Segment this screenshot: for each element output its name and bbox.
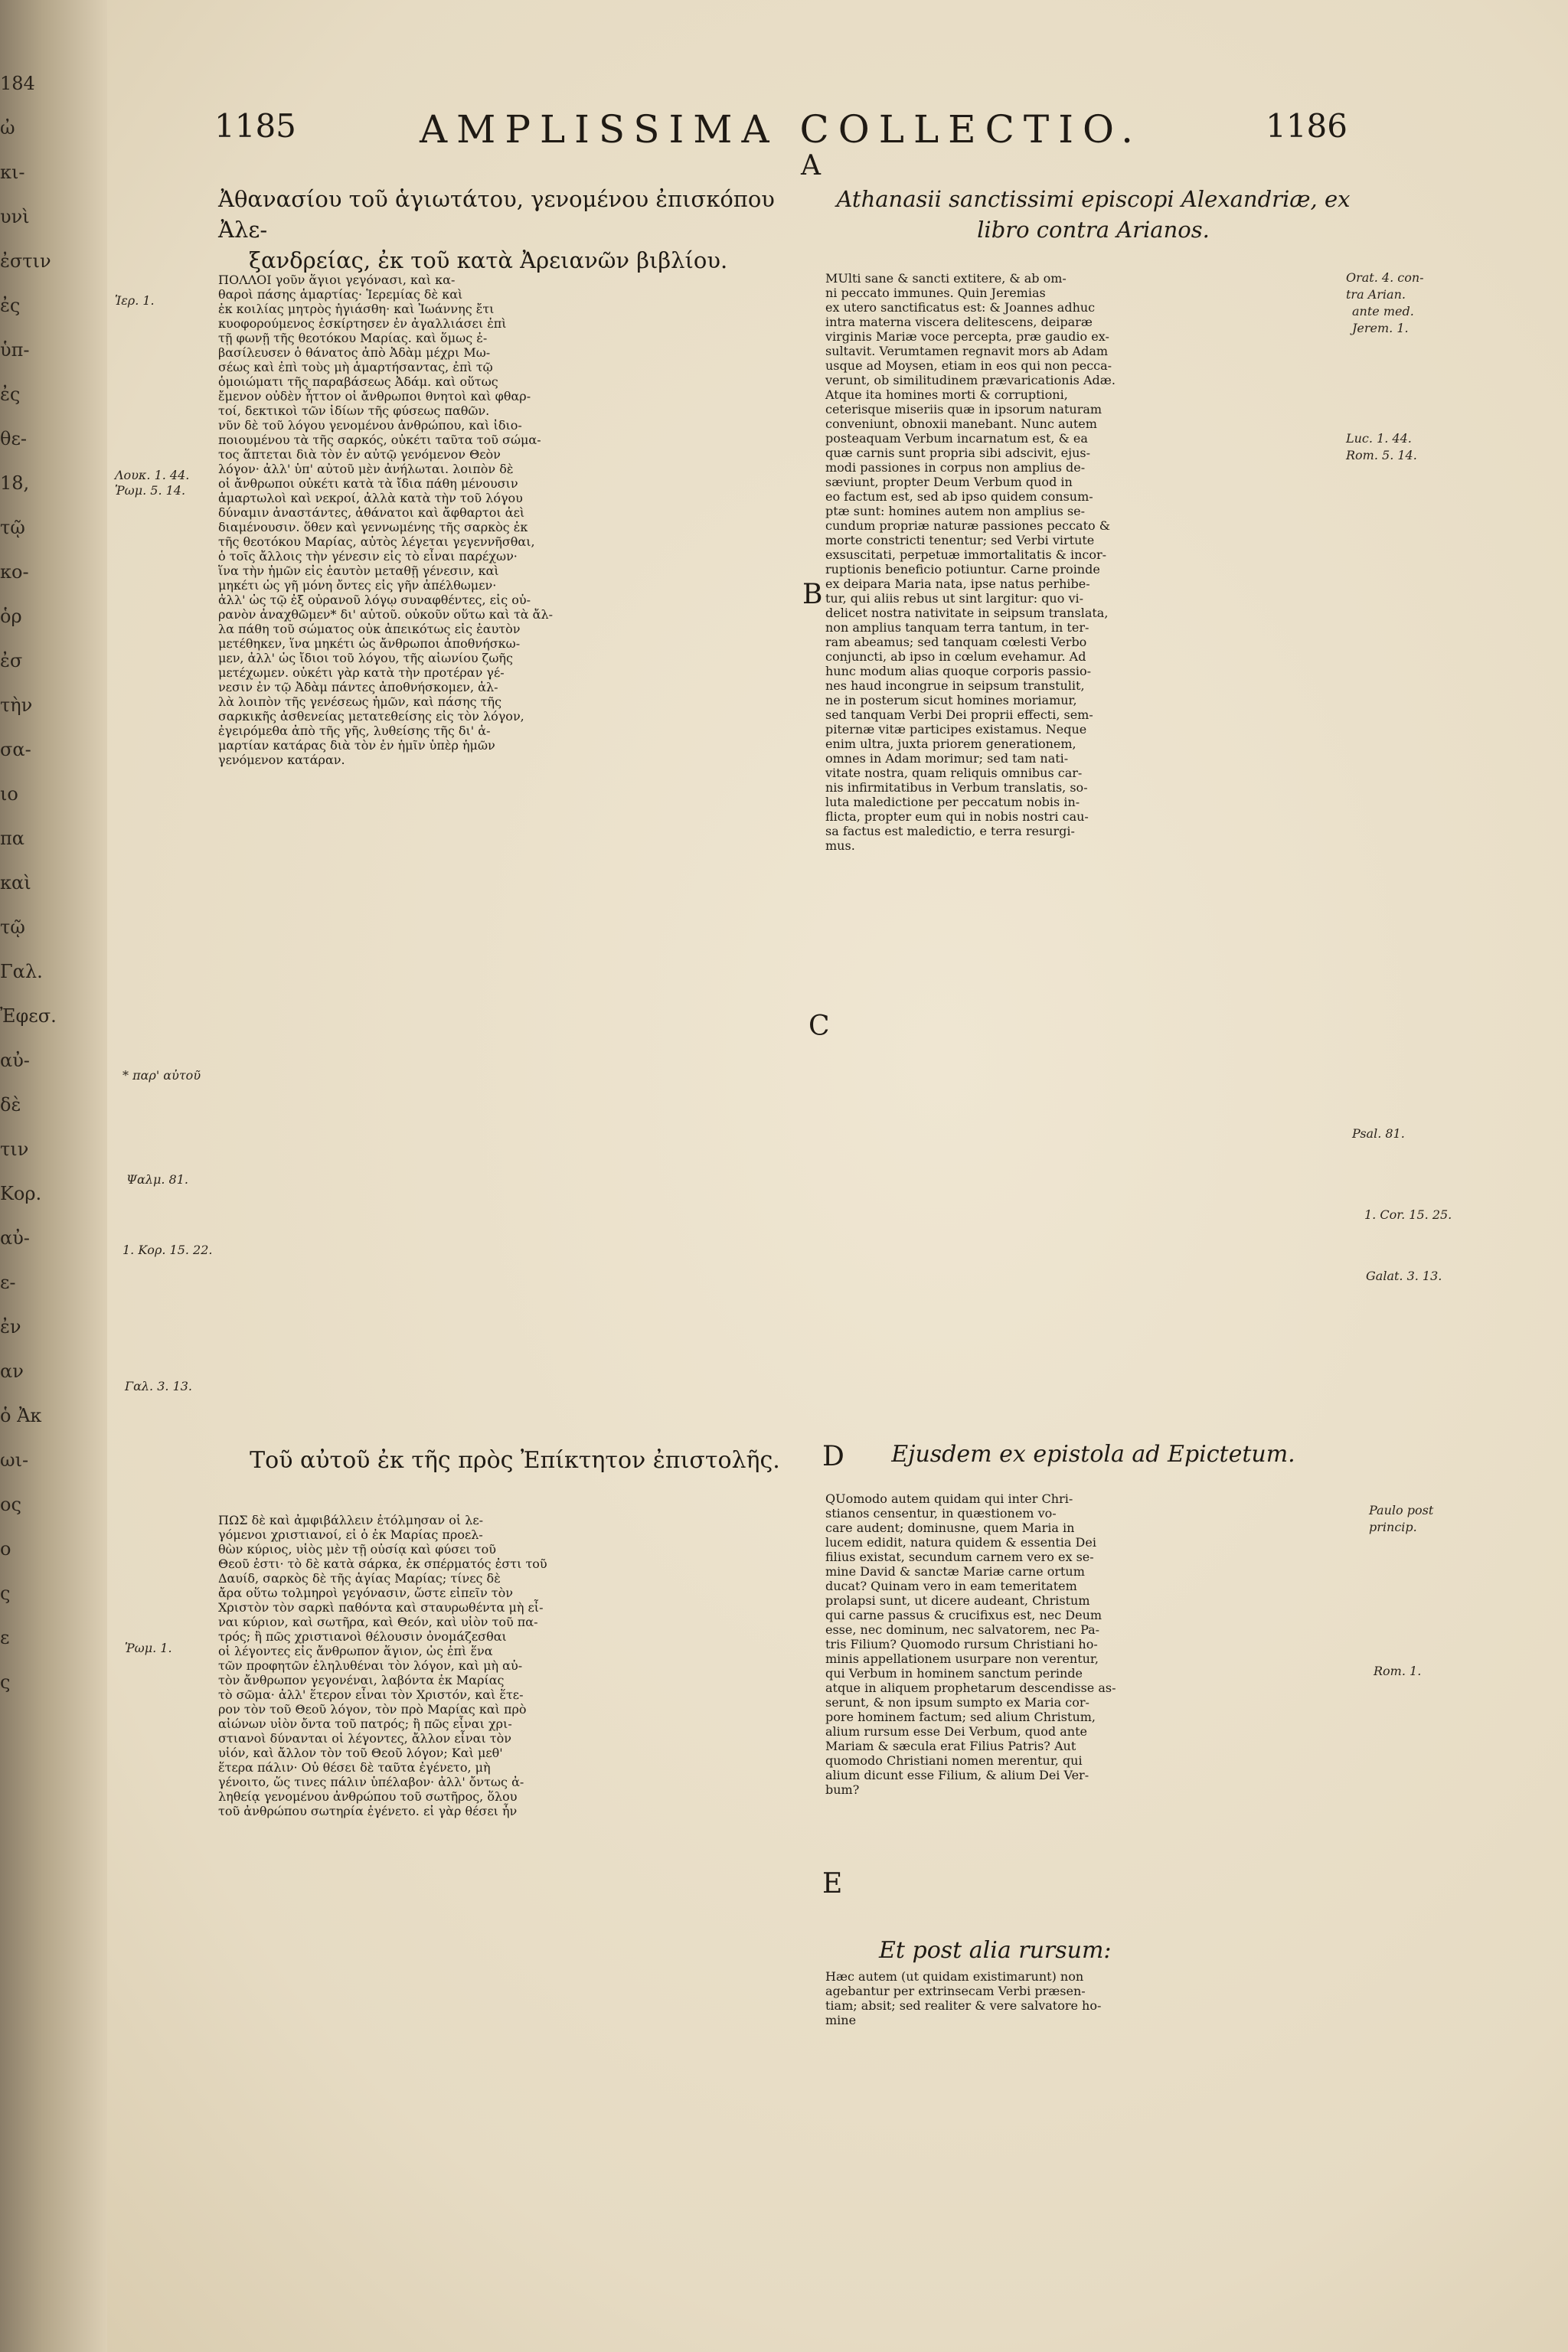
previous-page-fragment: πα (0, 828, 24, 849)
text-line: eo factum est, sed ab ipso quidem consum- (825, 489, 1093, 504)
text-line: lucem edidit, natura quidem & essentia Dei (825, 1535, 1096, 1550)
text-line: ἄρα οὕτω τολμηροὶ γεγόνασιν, ὥστε εἰπεῖν τὸν (218, 1586, 513, 1600)
text-line: tris Filium? Quomodo rursum Christiani ho- (825, 1637, 1098, 1651)
text-line: μηκέτι ὡς γῆ μόνη ὄντες εἰς γῆν ἀπέλθωμεν· (218, 578, 497, 593)
text-line: quæ carnis sunt propria sibi adscivit, ejus- (825, 446, 1090, 460)
text-line: cundum propriæ naturæ passiones peccato & (825, 518, 1110, 533)
section-marker-b: B (802, 579, 823, 610)
text-line: ἁμαρτωλοὶ καὶ νεκροί, ἀλλὰ κατὰ τὴν τοῦ λόγου (218, 491, 523, 505)
previous-page-fragment: ἐν (0, 1316, 21, 1338)
text-line: μαρτίαν κατάρας διὰ τὸν ἐν ἡμῖν ὑπὲρ ἡμῶν (218, 738, 495, 753)
previous-page-fragment: Γαλ. (0, 961, 43, 982)
text-line: ceterisque miseriis quæ in ipsorum naturam (825, 402, 1102, 416)
text-line: conveniunt, obnoxii manebant. Nunc autem (825, 416, 1097, 431)
text-line: piternæ vitæ participes existamus. Neque (825, 722, 1087, 737)
previous-page-fragment: ο (0, 1538, 11, 1560)
text-line: ἐκ κοιλίας μητρὸς ἡγιάσθη· καὶ Ἰωάννης ἔτι (218, 302, 495, 316)
latin-paragraph-1 (825, 271, 1361, 853)
text-line: QUomodo autem quidam qui inter Chri- (825, 1491, 1073, 1506)
previous-page-fragment: ὁ Ἀκ (0, 1405, 42, 1426)
text-line: τῶν προφητῶν ἐληλυθέναι τὸν λόγον, καὶ μὴ αὐ- (218, 1658, 523, 1673)
text-line: tur, qui aliis rebus ut sint largitur: quo vi- (825, 591, 1084, 606)
text-line: conjuncti, ab ipso in cœlum evehamur. Ad (825, 649, 1086, 664)
text-line: αἰώνων υἱὸν ὄντα τοῦ πατρός; ἢ πῶς εἶναι χρι- (218, 1717, 512, 1731)
margin-note-right: Galat. 3. 13. (1366, 1269, 1442, 1283)
latin-column (825, 184, 1361, 245)
previous-page-fragment: ς (0, 1671, 11, 1693)
greek-paragraph-2 (218, 1513, 812, 1818)
text-line: mus. (825, 838, 855, 853)
text-line: ρον τὸν τοῦ Θεοῦ λόγον, τὸν πρὸ Μαρίας καὶ πρὸ (218, 1702, 527, 1717)
text-line: δύναμιν ἀναστάντες, ἀθάνατοι καὶ ἄφθαρτοι ἀεὶ (218, 505, 525, 520)
text-line: minis appellationem usurpare non verentur, (825, 1651, 1099, 1666)
text-line: modi passiones in corpus non amplius de- (825, 460, 1086, 475)
text-line: morte constricti tenentur; sed Verbi virtute (825, 533, 1095, 547)
greek-paragraph-1 (218, 273, 812, 767)
text-line: γόμενοι χριστιανοί, εἰ ὁ ἐκ Μαρίας προελ- (218, 1527, 483, 1542)
text-line: bum? (825, 1782, 860, 1797)
margin-note-right: Paulo post (1369, 1503, 1434, 1517)
previous-page-fragment: Ἐφεσ. (0, 1005, 57, 1027)
text-line: Θεοῦ ἐστι· τὸ δὲ κατὰ σάρκα, ἐκ σπέρματός ἐστι τοῦ (218, 1557, 547, 1571)
margin-note-right: princip. (1369, 1520, 1417, 1534)
greek-heading-line: Ἀθανασίου τοῦ ἁγιωτάτου, γενομένου ἐπισκόπου Ἀλε- (218, 186, 775, 243)
margin-note-left: Ῥωμ. 1. (125, 1641, 172, 1655)
margin-note-left: Ψαλμ. 81. (126, 1172, 188, 1187)
latin-paragraph-3 (825, 1969, 1361, 2027)
running-title: AMPLISSIMA COLLECTIO. (420, 107, 1142, 152)
text-line: στιανοὶ δύνανται οἱ λέγοντες, ἄλλον εἶναι τὸν (218, 1731, 512, 1746)
margin-note-right: ante med. (1352, 304, 1414, 318)
text-line: virginis Mariæ voce percepta, præ gaudio ex- (825, 329, 1109, 344)
text-line: μετέχωμεν. οὐκέτι γὰρ κατὰ τὴν προτέραν γέ- (218, 665, 505, 680)
text-line: prolapsi sunt, ut dicere audeant, Christum (825, 1593, 1090, 1608)
text-line: atque in aliquem prophetarum descendisse as- (825, 1681, 1116, 1695)
margin-note-right: Rom. 5. 14. (1346, 448, 1417, 462)
previous-page-fragment: κο- (0, 561, 29, 583)
previous-page-fragment: ἐστιν (0, 250, 51, 272)
text-line: τῇ φωνῇ τῆς θεοτόκου Μαρίας. καὶ ὅμως ἐ- (218, 331, 488, 345)
section-marker-a: A (801, 150, 821, 181)
text-line: λα πάθη τοῦ σώματος οὐκ ἀπεικότως εἰς ἑαυτὸν (218, 622, 521, 636)
text-line: ὁ τοῖς ἄλλοις τὴν γένεσιν εἰς τὸ εἶναι παρέχων· (218, 549, 518, 564)
page-header (214, 107, 1348, 153)
latin-paragraph-2 (825, 1491, 1361, 1797)
right-page-number: 1186 (1266, 107, 1348, 145)
text-line: enim ultra, juxta priorem generationem, (825, 737, 1076, 751)
section-marker-e: E (822, 1868, 843, 1900)
text-line: flicta, propter eum qui in nobis nostri cau- (825, 809, 1089, 824)
previous-page-fragment: ε (0, 1627, 10, 1648)
text-line: alium dicunt esse Filium, & alium Dei Ver- (825, 1768, 1089, 1782)
margin-note-left: Ἱερ. 1. (115, 293, 155, 308)
text-line: σέως καὶ ἐπὶ τοὺς μὴ ἁμαρτήσαντας, ἐπὶ τῷ (218, 360, 493, 374)
text-line: Χριστὸν τὸν σαρκὶ παθόντα καὶ σταυρωθέντα μὴ εἶ- (218, 1600, 544, 1615)
text-line: μεν, ἀλλ' ὡς ἴδιοι τοῦ λόγου, τῆς αἰωνίου ζωῆς (218, 651, 513, 665)
margin-note-right: Rom. 1. (1374, 1664, 1422, 1678)
text-line: exsuscitati, perpetuæ immortalitatis & incor- (825, 547, 1107, 562)
text-line: filius existat, secundum carnem vero ex se- (825, 1550, 1094, 1564)
latin-section-2-heading: Ejusdem ex epistola ad Epictetum. (891, 1441, 1295, 1468)
text-line: qui carne passus & crucifixus est, nec Deum (825, 1608, 1102, 1622)
margin-note-right: Jerem. 1. (1352, 321, 1409, 335)
text-line: ἔμενον οὐδὲν ἧττον οἱ ἄνθρωποι θνητοὶ καὶ φθαρ- (218, 389, 531, 403)
text-line: vitate nostra, quam reliquis omnibus car- (825, 766, 1083, 780)
previous-page-fragment: αὐ- (0, 1050, 30, 1071)
left-page-number: 1185 (214, 107, 296, 145)
text-line: intra materna viscera delitescens, deiparæ (825, 315, 1093, 329)
text-line: sæviunt, propter Deum Verbum quod in (825, 475, 1073, 489)
margin-note-left: Ῥωμ. 5. 14. (115, 483, 186, 498)
previous-page-fragment: ς (0, 1583, 11, 1604)
text-line: μετέθηκεν, ἵνα μηκέτι ὡς ἄνθρωποι ἀποθνήσκω- (218, 636, 521, 651)
text-line: ληθείᾳ γενομένου ἀνθρώπου τοῦ σωτῆρος, ὅλου (218, 1789, 518, 1804)
text-line: Δαυίδ, σαρκὸς δὲ τῆς ἁγίας Μαρίας; τίνες δὲ (218, 1571, 501, 1586)
greek-section-2-heading-wrap (218, 1447, 812, 1474)
text-line: usque ad Moysen, etiam in eos qui non pecca- (825, 358, 1112, 373)
text-line: pore hominem factum; sed alium Christum, (825, 1710, 1096, 1724)
margin-note-right: 1. Cor. 15. 25. (1364, 1207, 1452, 1222)
text-line: ΠΟΛΛΟΙ γοῦν ἅγιοι γεγόνασι, καὶ κα- (218, 273, 456, 287)
previous-page-fragment: ἐς (0, 295, 21, 316)
text-line: omnes in Adam morimur; sed tam nati- (825, 751, 1069, 766)
text-line: νῦν δὲ τοῦ λόγου γενομένου ἀνθρώπου, καὶ ἰδιο- (218, 418, 522, 433)
previous-page-fragment: 184 (0, 73, 35, 94)
text-line: τρός; ἢ πῶς χριστιανοὶ θέλουσιν ὀνομάζεσθαι (218, 1629, 507, 1644)
text-line: ni peccato immunes. Quin Jeremias (825, 286, 1046, 300)
latin-post-alia: Et post alia rursum: (879, 1937, 1112, 1964)
text-line: λόγον· ἀλλ' ὑπ' αὐτοῦ μὲν ἀνήλωται. λοιπὸν δὲ (218, 462, 514, 476)
text-line: tiam; absit; sed realiter & vere salvatore ho- (825, 1998, 1102, 2013)
previous-page-fragment: ὁρ (0, 606, 22, 627)
greek-column (218, 184, 812, 276)
previous-page-fragment: ὑπ- (0, 339, 30, 361)
text-line: ptæ sunt: homines autem non amplius se- (825, 504, 1086, 518)
previous-page-fragment: ε- (0, 1272, 16, 1293)
text-line: τὸν ἄνθρωπον γεγονέναι, λαβόντα ἐκ Μαρίας (218, 1673, 505, 1687)
greek-heading-line: ξανδρείας, ἐκ τοῦ κατὰ Ἀρειανῶν βιβλίου. (249, 247, 728, 273)
text-line: non amplius tanquam terra tantum, in ter- (825, 620, 1089, 635)
margin-note-right: Psal. 81. (1352, 1126, 1405, 1141)
text-line: ne in posterum sicut homines moriamur, (825, 693, 1077, 707)
previous-page-fragment: ὠ (0, 117, 15, 139)
previous-page-fragment: τιν (0, 1138, 29, 1160)
text-line: οἱ λέγοντες εἰς ἄνθρωπον ἅγιον, ὡς ἐπὶ ἕνα (218, 1644, 493, 1658)
text-line: mine David & sanctæ Mariæ carne ortum (825, 1564, 1085, 1579)
text-line: sa factus est maledictio, e terra resurgi- (825, 824, 1075, 838)
text-line: agebantur per extrinsecam Verbi præsen- (825, 1984, 1086, 1998)
margin-note-left: Λουκ. 1. 44. (115, 468, 190, 482)
text-line: MUlti sane & sancti extitere, & ab om- (825, 271, 1067, 286)
text-line: τὸ σῶμα· ἀλλ' ἕτερον εἶναι τὸν Χριστόν, καὶ ἕτε- (218, 1687, 524, 1702)
text-line: ruptionis beneficio potiuntur. Carne proinde (825, 562, 1100, 577)
margin-note-left: Γαλ. 3. 13. (125, 1379, 193, 1393)
text-line: ram abeamus; sed tanquam cœlesti Verbo (825, 635, 1087, 649)
previous-page-fragment: τὴν (0, 694, 33, 716)
latin-section-2-heading-wrap (825, 1441, 1361, 1468)
previous-page-fragment: ἐς (0, 384, 21, 405)
text-line: τοῦ ἀνθρώπου σωτηρία ἐγένετο. εἰ γὰρ θέσει ἦν (218, 1804, 518, 1818)
text-line: θαροὶ πάσης ἁμαρτίας· Ἱερεμίας δὲ καὶ (218, 287, 463, 302)
latin-heading-line: Athanasii sanctissimi episcopi Alexandriæ, ex (836, 186, 1351, 212)
text-line: ex utero sanctificatus est: & Joannes adhuc (825, 300, 1096, 315)
text-line: Hæc autem (ut quidam existimarunt) non (825, 1969, 1084, 1984)
text-line: ducat? Quinam vero in eam temeritatem (825, 1579, 1077, 1593)
latin-column-heading (825, 184, 1361, 245)
previous-page-fragment: θε- (0, 428, 27, 449)
text-line: posteaquam Verbum incarnatum est, & ea (825, 431, 1088, 446)
previous-page-fragment: αὐ- (0, 1227, 30, 1249)
text-line: ναι κύριον, καὶ σωτῆρα, καὶ Θεόν, καὶ υἱὸν τοῦ πα- (218, 1615, 538, 1629)
text-line: ἐγειρόμεθα ἀπὸ τῆς γῆς, λυθείσης τῆς δι' ἁ- (218, 724, 491, 738)
text-line: τοί, δεκτικοὶ τῶν ἰδίων τῆς φύσεως παθῶν. (218, 403, 490, 418)
margin-note-left: * παρ' αὐτοῦ (122, 1068, 201, 1083)
text-line: ex deipara Maria nata, ipse natus perhibe- (825, 577, 1090, 591)
text-line: quomodo Christiani nomen merentur, qui (825, 1753, 1083, 1768)
text-line: sultavit. Verumtamen regnavit mors ab Adam (825, 344, 1109, 358)
previous-page-fragment: ος (0, 1494, 21, 1515)
text-line: serunt, & non ipsum sumpto ex Maria cor- (825, 1695, 1089, 1710)
text-line: λὰ λοιπὸν τῆς γενέσεως ἡμῶν, καὶ πάσης τῆς (218, 694, 502, 709)
latin-post-alia-wrap (825, 1937, 1361, 1964)
previous-page-fragment: τῷ (0, 916, 25, 938)
text-line: θὼν κύριος, υἱὸς μὲν τῇ οὐσίᾳ καὶ φύσει τοῦ (218, 1542, 496, 1557)
margin-note-right: Orat. 4. con- (1346, 270, 1424, 285)
text-line: mine (825, 2013, 857, 2027)
text-line: ἵνα τὴν ἡμῶν εἰς ἑαυτὸν μεταθῇ γένεσιν, καὶ (218, 564, 499, 578)
margin-note-right: tra Arian. (1346, 287, 1406, 302)
previous-page-fragment: σα- (0, 739, 31, 760)
text-line: υἱόν, καὶ ἄλλον τὸν τοῦ Θεοῦ λόγον; Καὶ μεθ' (218, 1746, 503, 1760)
text-line: delicet nostra nativitate in seipsum translata, (825, 606, 1109, 620)
text-line: qui Verbum in hominem sanctum perinde (825, 1666, 1083, 1681)
text-line: nis infirmitatibus in Verbum translatis, so- (825, 780, 1088, 795)
text-line: sed tanquam Verbi Dei proprii effecti, sem- (825, 707, 1093, 722)
text-line: Mariam & sæcula erat Filius Patris? Aut (825, 1739, 1076, 1753)
text-line: ρανὸν ἀναχθῶμεν* δι' αὐτοῦ. οὐκοῦν οὕτω καὶ τὰ ἄλ- (218, 607, 554, 622)
text-line: τῆς θεοτόκου Μαρίας, αὐτὸς λέγεται γεγεννῆσθαι, (218, 534, 535, 549)
text-line: κυοφορούμενος ἐσκίρτησεν ἐν ἀγαλλιάσει ἐπὶ (218, 316, 507, 331)
text-line: γένοιτο, ὥς τινες πάλιν ὑπέλαβον· ἀλλ' ὄντως ἀ- (218, 1775, 524, 1789)
text-line: βασίλευσεν ὁ θάνατος ἀπὸ Ἀδὰμ μέχρι Μω- (218, 345, 491, 360)
text-line: διαμένουσιν. ὅθεν καὶ γεννωμένης τῆς σαρκὸς ἐκ (218, 520, 528, 534)
text-line: ΠΩΣ δὲ καὶ ἀμφιβάλλειν ἐτόλμησαν οἱ λε- (218, 1513, 484, 1527)
margin-note-left: 1. Κορ. 15. 22. (122, 1243, 213, 1257)
previous-page-fragment: υνὶ (0, 206, 30, 227)
text-line: hunc modum alias quoque corporis passio- (825, 664, 1091, 678)
text-line: νεσιν ἐν τῷ Ἀδὰμ πάντες ἀποθνήσκομεν, ἀλ- (218, 680, 498, 694)
text-line: ἕτερα πάλιν· Οὐ θέσει δὲ ταῦτα ἐγένετο, μὴ (218, 1760, 491, 1775)
text-line: ὁμοιώματι τῆς παραβάσεως Ἀδάμ. καὶ οὕτως (218, 374, 498, 389)
previous-page-fragment: Κορ. (0, 1183, 42, 1204)
text-line: luta maledictione per peccatum nobis in- (825, 795, 1080, 809)
section-marker-c: C (808, 1011, 830, 1042)
text-line: γενόμενον κατάραν. (218, 753, 345, 767)
previous-page-fragment: ἐσ (0, 650, 23, 671)
text-line: σαρκικῆς ἀσθενείας μετατεθείσης εἰς τὸν λόγον, (218, 709, 524, 724)
text-line: Atque ita homines morti & corruptioni, (825, 387, 1068, 402)
text-line: ἀλλ' ὡς τῷ ἐξ οὐρανοῦ λόγῳ συναφθέντες, εἰς οὐ- (218, 593, 531, 607)
text-line: nes haud incongrue in seipsum transtulit, (825, 678, 1085, 693)
text-line: esse, nec dominum, nec salvatorem, nec Pa- (825, 1622, 1100, 1637)
greek-column-heading (218, 184, 812, 276)
previous-page-fragment: ωι- (0, 1449, 29, 1471)
margin-note-right: Luc. 1. 44. (1346, 431, 1412, 446)
text-line: ποιουμένου τὰ τῆς σαρκός, οὐκέτι ταῦτα τοῦ σώμα- (218, 433, 541, 447)
previous-page-fragment: τῷ (0, 517, 25, 538)
previous-page-fragment: ιο (0, 783, 18, 805)
previous-page-fragment: καὶ (0, 872, 31, 893)
previous-page-edge (0, 61, 84, 2282)
text-line: stianos censentur, in quæstionem vo- (825, 1506, 1057, 1521)
text-line: alium rursum esse Dei Verbum, quod ante (825, 1724, 1087, 1739)
text-line: verunt, ob similitudinem prævaricationis Adæ. (825, 373, 1116, 387)
text-line: τος ἅπτεται διὰ τὸν ἐν αὐτῷ γενόμενον Θεὸν (218, 447, 501, 462)
greek-section-2-heading: Τοῦ αὐτοῦ ἐκ τῆς πρὸς Ἐπίκτητον ἐπιστολῆς. (250, 1447, 780, 1474)
latin-heading-line: libro contra Arianos. (977, 217, 1210, 243)
previous-page-fragment: 18, (0, 472, 30, 494)
section-marker-d: D (822, 1441, 844, 1472)
text-line: οἱ ἄνθρωποι οὐκέτι κατὰ τὰ ἴδια πάθη μένουσιν (218, 476, 518, 491)
previous-page-fragment: κι- (0, 162, 25, 183)
text-line: care audent; dominusne, quem Maria in (825, 1521, 1075, 1535)
previous-page-fragment: δὲ (0, 1094, 21, 1116)
previous-page-fragment: αν (0, 1361, 24, 1382)
